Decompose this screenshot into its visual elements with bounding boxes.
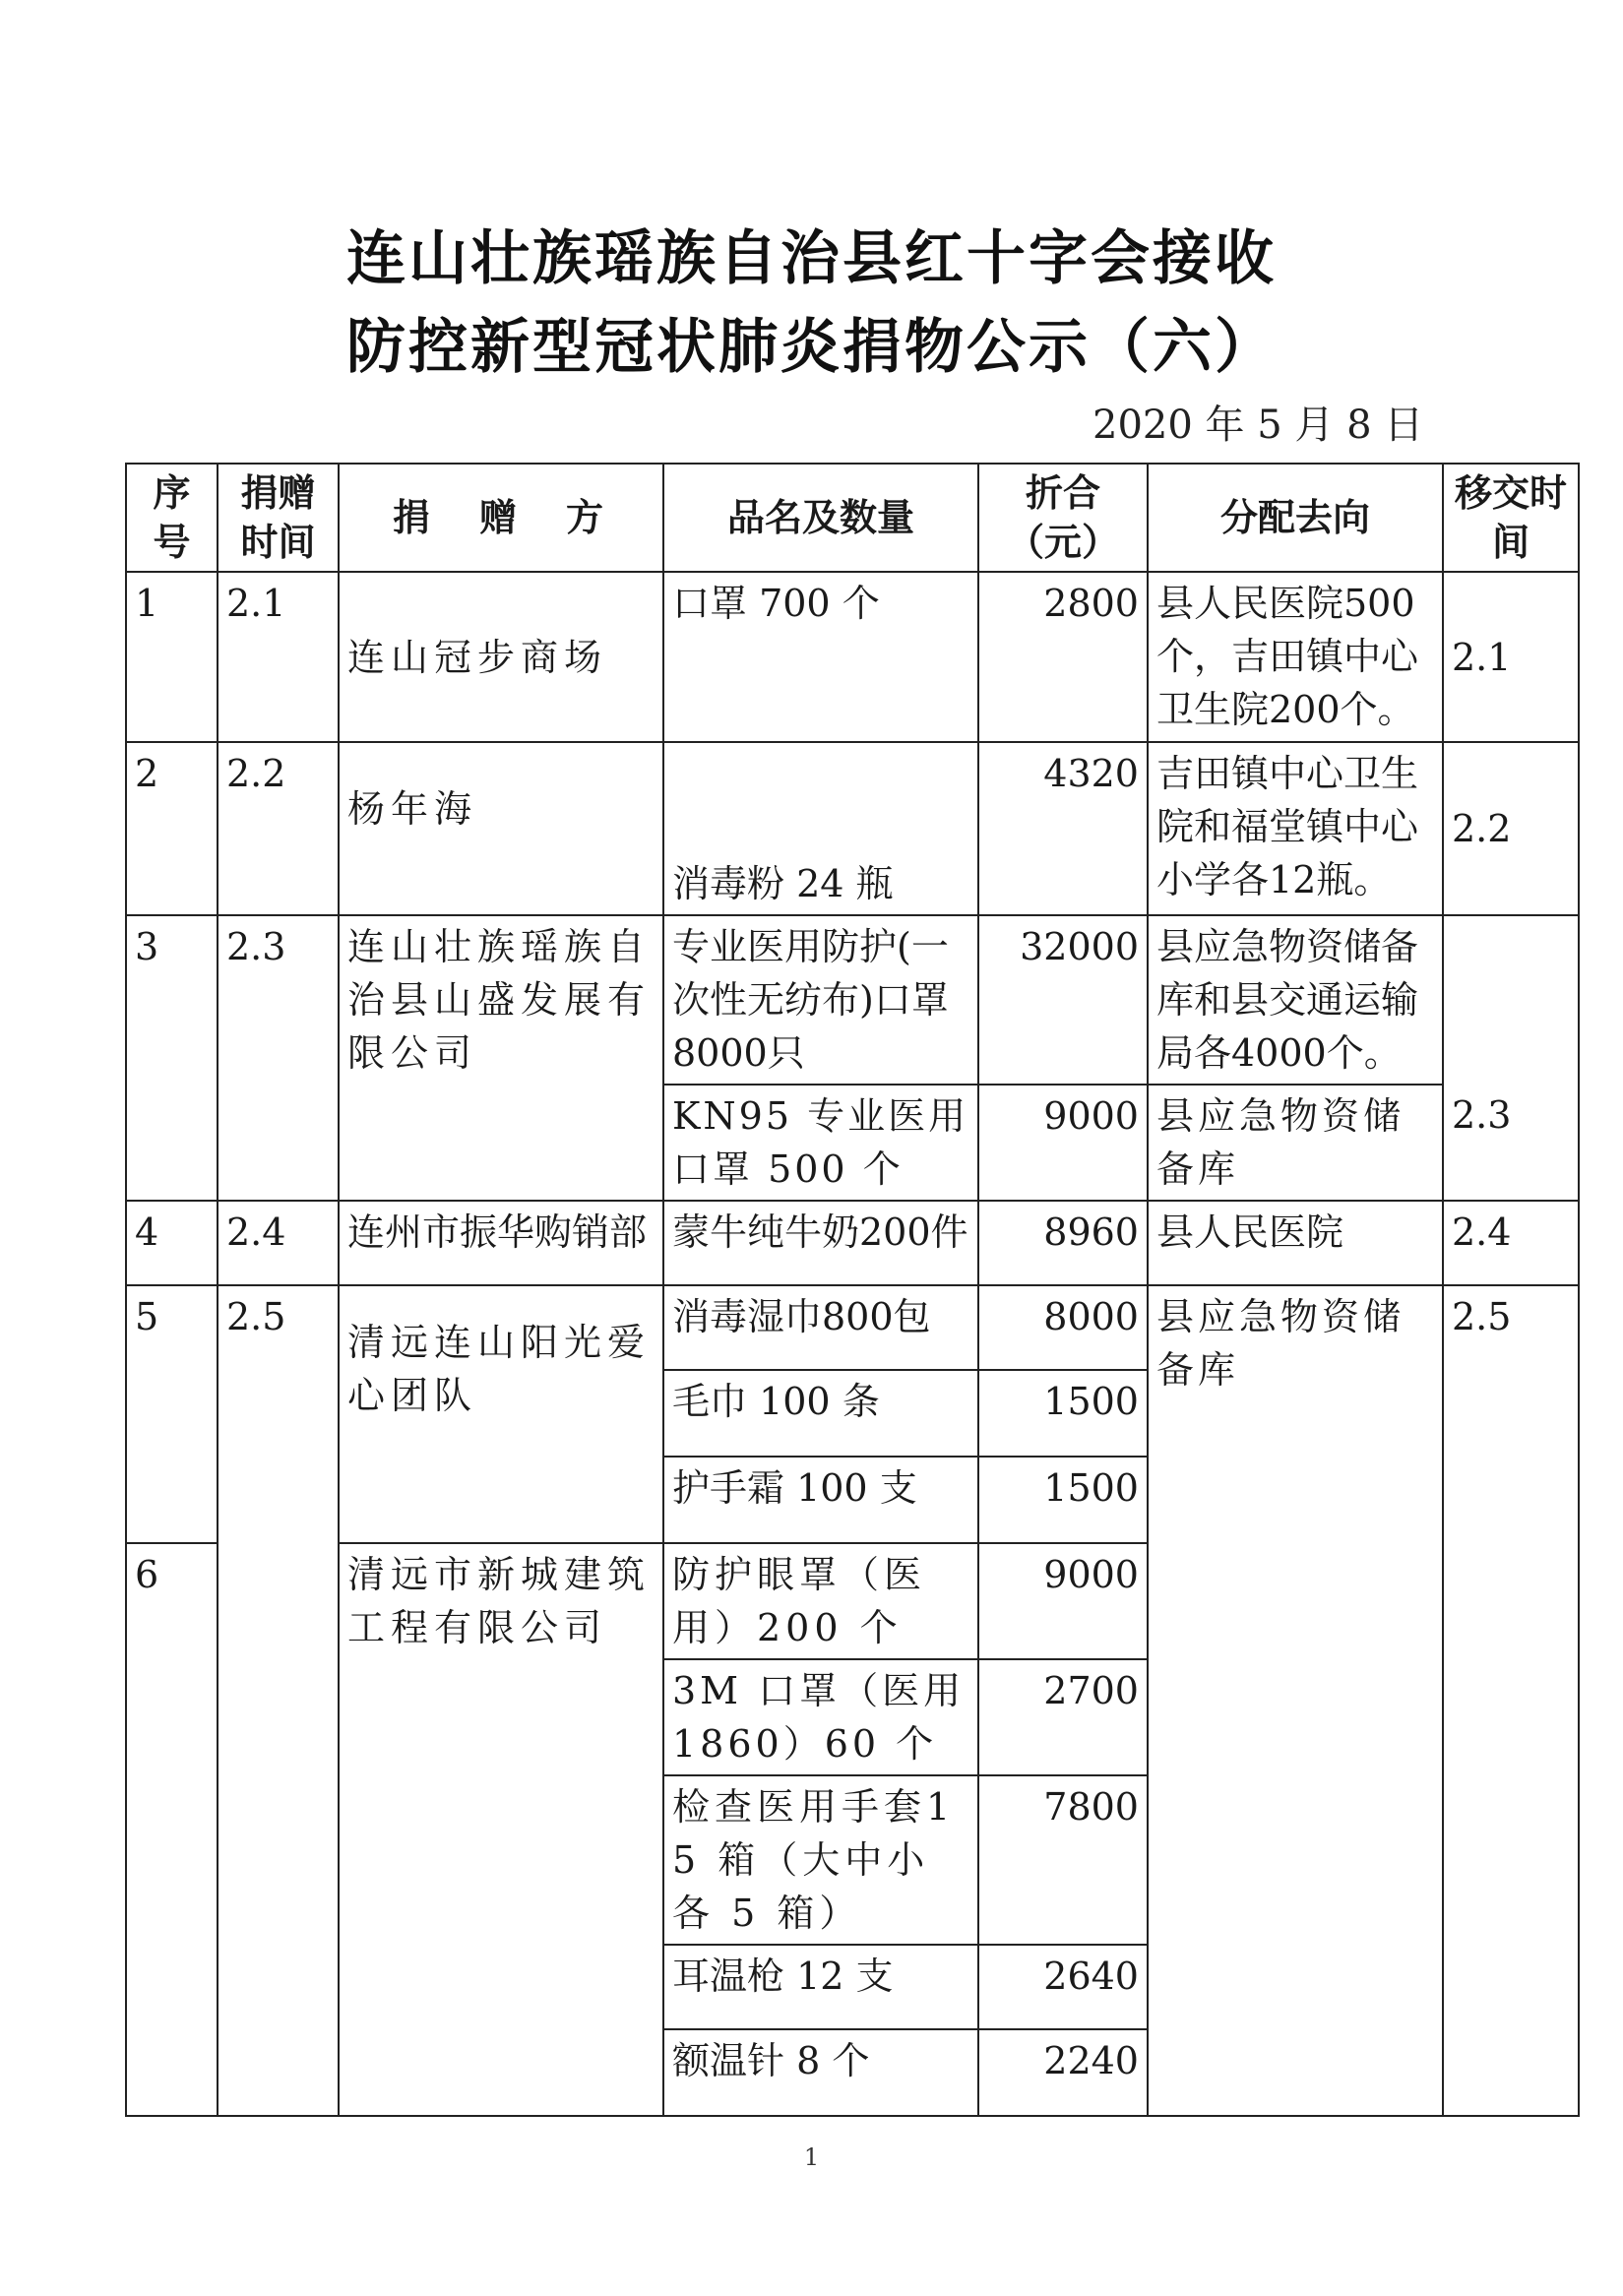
cell-item: 蒙牛纯牛奶200件	[663, 1201, 978, 1285]
cell-value: 4320	[978, 742, 1148, 915]
cell-allocation: 县人民医院500个，吉田镇中心卫生院200个。	[1148, 572, 1443, 742]
cell-donor: 清远连山阳光爱心团队	[339, 1285, 663, 1543]
cell-value: 8000	[978, 1285, 1148, 1370]
cell-transfer-time: 2.2	[1443, 742, 1579, 915]
cell-allocation: 县应急物资储备库和县交通运输局各4000个。	[1148, 915, 1443, 1085]
cell-allocation: 吉田镇中心卫生院和福堂镇中心小学各12瓶。	[1148, 742, 1443, 915]
cell-item: 消毒粉 24 瓶	[663, 742, 978, 915]
header-value: 折合（元）	[978, 464, 1148, 572]
cell-value: 9000	[978, 1543, 1148, 1659]
header-seq: 序号	[126, 464, 218, 572]
cell-allocation: 县应急物资储备库	[1148, 1285, 1443, 2116]
cell-item: 口罩 700 个	[663, 572, 978, 742]
cell-allocation: 县人民医院	[1148, 1201, 1443, 1285]
cell-item: 消毒湿巾800包	[663, 1285, 978, 1370]
cell-seq: 3	[126, 915, 218, 1201]
cell-item: 耳温枪 12 支	[663, 1945, 978, 2029]
cell-allocation: 县应急物资储备库	[1148, 1085, 1443, 1201]
cell-donor: 连山壮族瑶族自治县山盛发展有限公司	[339, 915, 663, 1201]
cell-seq: 5	[126, 1285, 218, 1543]
cell-donation-time: 2.1	[218, 572, 339, 742]
cell-item: 护手霜 100 支	[663, 1457, 978, 1543]
header-donor: 捐 赠 方	[339, 464, 663, 572]
cell-transfer-time: 2.1	[1443, 572, 1579, 742]
cell-donation-time: 2.4	[218, 1201, 339, 1285]
cell-value: 7800	[978, 1775, 1148, 1945]
cell-donor: 清远市新城建筑工程有限公司	[339, 1543, 663, 2116]
cell-transfer-time: 2.3	[1443, 915, 1579, 1201]
cell-donation-time: 2.2	[218, 742, 339, 915]
document-title-line-2: 防控新型冠状肺炎捐物公示（六）	[346, 313, 1277, 382]
table-row	[126, 572, 1579, 742]
header-donation-time: 捐赠时间	[218, 464, 339, 572]
cell-transfer-time: 2.4	[1443, 1201, 1579, 1285]
cell-item: 检查医用手套15 箱（大中小各 5 箱）	[663, 1775, 978, 1945]
cell-seq: 1	[126, 572, 218, 742]
cell-donor: 连州市振华购销部	[339, 1201, 663, 1285]
cell-value: 8960	[978, 1201, 1148, 1285]
table-header-row	[126, 464, 1579, 572]
cell-transfer-time: 2.5	[1443, 1285, 1579, 2116]
cell-item: 防护眼罩（医用）200 个	[663, 1543, 978, 1659]
cell-value: 2640	[978, 1945, 1148, 2029]
table-row	[126, 742, 1579, 915]
cell-value: 9000	[978, 1085, 1148, 1201]
page-number: 1	[803, 2143, 820, 2171]
donation-table	[125, 463, 1580, 2117]
cell-donor: 连山冠步商场	[339, 572, 663, 742]
cell-donation-time: 2.5	[218, 1285, 339, 2116]
cell-item: KN95 专业医用口罩 500 个	[663, 1085, 978, 1201]
header-transfer-time: 移交时间	[1443, 464, 1579, 572]
table-row	[126, 1201, 1579, 1285]
publication-date: 2020 年 5 月 8 日	[1092, 403, 1424, 448]
header-items: 品名及数量	[663, 464, 978, 572]
cell-value: 2700	[978, 1659, 1148, 1775]
cell-value: 32000	[978, 915, 1148, 1085]
cell-value: 2800	[978, 572, 1148, 742]
cell-item: 专业医用防护(一次性无纺布)口罩8000只	[663, 915, 978, 1085]
cell-donor: 杨年海	[339, 742, 663, 915]
cell-value: 2240	[978, 2029, 1148, 2116]
cell-item: 额温针 8 个	[663, 2029, 978, 2116]
cell-donation-time: 2.3	[218, 915, 339, 1201]
table-row	[126, 915, 1579, 1085]
cell-seq: 2	[126, 742, 218, 915]
table-row	[126, 1285, 1579, 1370]
cell-item: 3M 口罩（医用1860）60 个	[663, 1659, 978, 1775]
cell-item: 毛巾 100 条	[663, 1370, 978, 1457]
header-allocation: 分配去向	[1148, 464, 1443, 572]
cell-value: 1500	[978, 1457, 1148, 1543]
cell-seq: 6	[126, 1543, 218, 2116]
cell-seq: 4	[126, 1201, 218, 1285]
cell-value: 1500	[978, 1370, 1148, 1457]
document-title-line-1: 连山壮族瑶族自治县红十字会接收	[346, 224, 1277, 293]
